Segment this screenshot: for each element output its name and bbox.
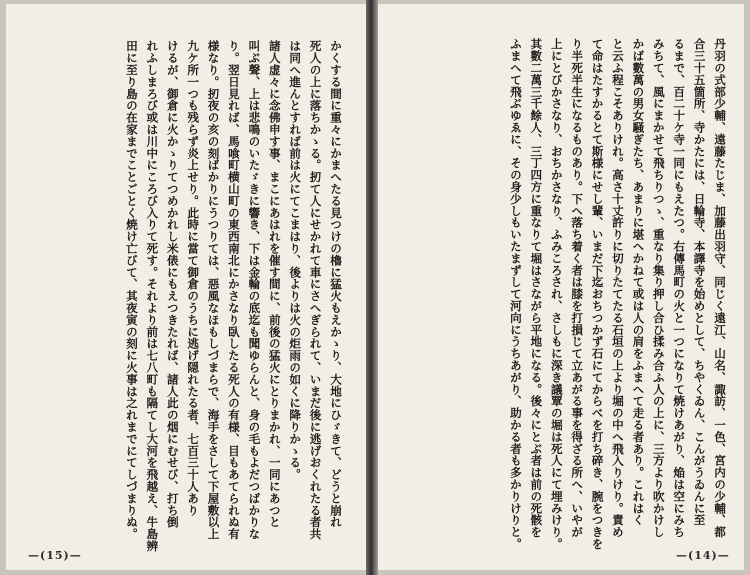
text-line: 様なり。扨夜の亥の刻ばかりにうつりては、惡風なほもしづまらで、海手をさして下屋敷以上 <box>206 40 221 540</box>
text-line: 田に至り島の在家までことごとく焼け亡びて、其夜寅の刻に火事は之れまでにてしづまりぬ。 <box>124 40 139 540</box>
text-line: かくする間に重々にかまへたる見つけの櫓に猛火もえかゝり、大地にひゞきて、どうと崩れ <box>329 40 343 528</box>
page-number: —(15)— <box>28 549 82 562</box>
text-line: 諸人虚々に念佛申す事、まこにあはれを催す間に、前後の猛火にとりまかれ、一同にあつと <box>267 40 282 528</box>
text-line: り。翌日見れば、馬喰町横山町の東西南北にかさなり臥したる死人の有様、目もあてられぬ有 <box>226 40 241 540</box>
text-line: 丹羽の式部少輔、遠藤たじま、加藤出羽守、同じく遠江、山名、諏訪、一色、宮内の少輔、都 <box>713 38 727 538</box>
page-number: —(14)— <box>676 549 730 562</box>
book-gutter <box>366 0 378 575</box>
text-line: と云ふ程こそありけれ。高さ十丈許りに切りたてたる石垣の上より堀の中へ飛入りけり。責め <box>610 38 625 538</box>
right-page-text <box>506 38 730 550</box>
text-line: は同へ進んとすれば前は火にてこまはり、後よりは火の炬雨の如くに降りかゝる。 <box>288 40 303 481</box>
text-line: けるが、御倉に火かゝりてつめかれし米俵にもえつきたれば、諸人此の烟にむせび、打ち倒 <box>165 40 180 528</box>
text-line: かば數萬の男女騒ぎたち、あまりに堪へかねて或は人の肩をふまへて走る者あり。これはく <box>631 38 646 526</box>
text-line: ふまへて飛ぶゆゑに、その身少しもいたまずして河向にうちあがり、助かる者も多かりけりと。 <box>508 38 523 550</box>
text-line: れふしまろび或は川中にころび入りて死す。それより前は七八町も隔てし大河を飛越え、牛島辨 <box>145 40 160 552</box>
text-line: 死人の上に落ちかゝる。扨て人にせかれて車にさへぎられて、いまだ後に逃げおくれたる者共 <box>308 40 323 540</box>
text-line: 合三十五箇所、寺かたには、日輪寺、本譯寺を始めとして、ちやくゐん、こんがうゐんに至 <box>692 38 707 526</box>
text-line: 叫ぶ聲、上は悲鳴のいたゞきに響き、下は金輪の底迄も聞ゆらんと、身の毛もよだつばかりな <box>247 40 262 540</box>
text-line: 其數二萬三千餘人、三丁四方に重なりて堀はさながら平地になる。後々にとぶ者は前の死骸を <box>529 38 544 538</box>
text-line: みちて、風にまかせて飛ちりつゝ、重なり集り押し合ひ揉み合ふ人の上に、三方より吹かけし <box>651 38 666 538</box>
text-line: 九ケ所一つも残らず炎上せり。此時に當て御倉のうちに逃げ隠れたる者、七百三十人あり <box>186 40 201 516</box>
text-line: て命はたすかるとて斯様にせし輩、いまだ下迄おちつかず石にてからべを打ち碎き、腕をつきを <box>590 38 605 550</box>
right-page <box>378 4 744 570</box>
text-line: り半死半生になるものあり。下へ落ち着く者は膝を打損じて立あがる事を得ざる所へ、いやが <box>570 38 585 538</box>
left-page-text <box>122 40 346 552</box>
text-line: るまで、百二十ケ寺一同にもえたつ。右傳馬町の火と一つになりて焼けあがり、焔は空にみち <box>672 38 687 538</box>
text-line: 上にとびかさなり、おちかさなり、ふみころされ、さしもに深き議覃の堀は死人にて埋みけり。 <box>549 38 564 550</box>
left-page <box>6 4 366 570</box>
